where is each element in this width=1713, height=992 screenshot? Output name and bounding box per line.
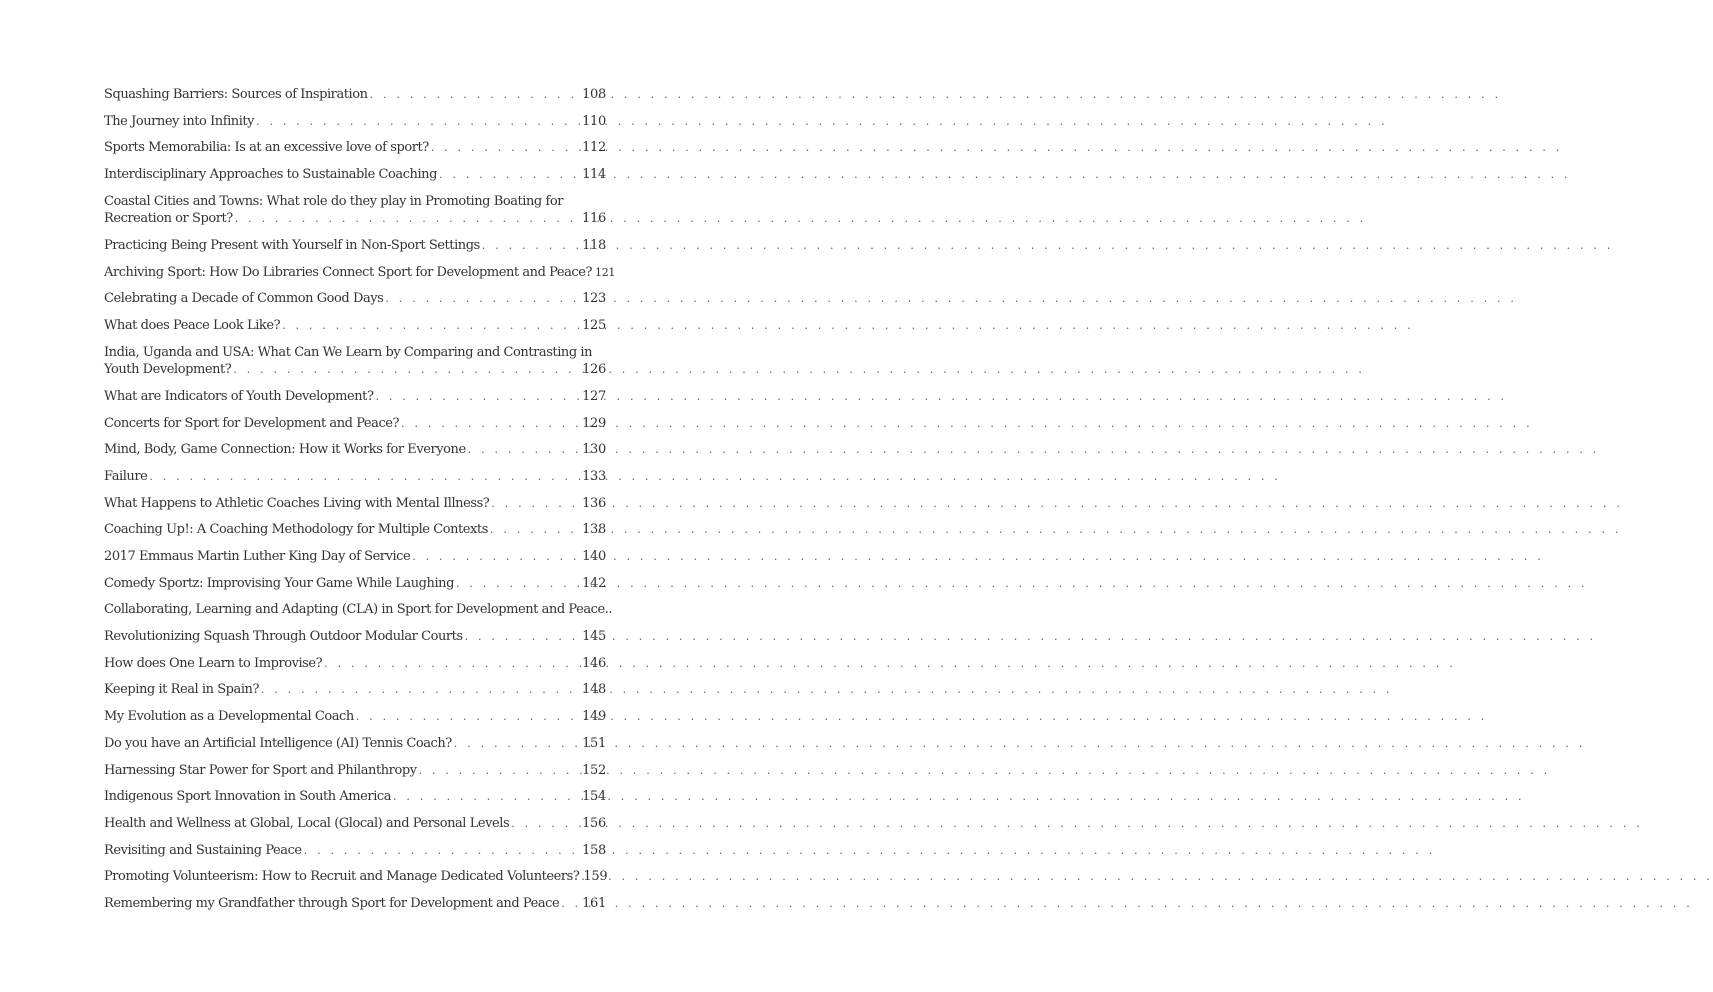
toc-entry-title: Health and Wellness at Global, Local (Glocal) and Personal Levels [104,815,510,831]
toc-leader-dots [454,735,580,753]
toc-entry-page: 126 [582,362,606,378]
toc-leader-dots [149,468,580,486]
toc-entry-title: Interdisciplinary Approaches to Sustainable Coaching [104,167,437,183]
toc-entry[interactable] [104,388,606,406]
toc-entry-page: 154 [582,789,606,805]
toc-entry-title: What Happens to Athletic Coaches Living with Mental Illness? [104,495,490,511]
toc-leader-dots [491,495,580,513]
toc-entry-title: Revisiting and Sustaining Peace [104,842,302,858]
toc-entry-title: Revolutionizing Squash Through Outdoor Modular Courts [104,629,463,645]
toc-entry-page: 112 [582,140,606,156]
toc-entry-title-line1: Coastal Cities and Towns: What role do they play in Promoting Boating for [104,193,563,209]
toc-entry-page: 151 [582,735,606,751]
toc-entry-title: Sports Memorabilia: Is at an excessive love of sport? [104,140,429,156]
toc-leader-dots [439,166,580,184]
toc-entry[interactable] [104,264,616,282]
toc-leader-dots [511,815,580,833]
toc-leader-dots [412,548,580,566]
toc-entry-title: Concerts for Sport for Development and Peace? [104,415,400,431]
toc-leader-dots [401,415,580,433]
toc-entry-page: 142 [582,575,606,591]
toc-entry[interactable] [104,317,606,335]
toc-entry[interactable] [104,441,606,459]
toc-entry-title: Archiving Sport: How Do Libraries Connect Sport for Development and Peace? [104,264,592,280]
toc-entry-page: 152 [582,762,606,778]
toc-entry-title: Squashing Barriers: Sources of Inspiration [104,87,368,102]
toc-entry-title: Harnessing Star Power for Sport and Philanthropy [104,762,417,778]
toc-entry-title-line1: India, Uganda and USA: What Can We Learn by Comparing and Contrasting in [104,344,593,360]
toc-entry-title: The Journey into Infinity [104,113,255,129]
toc-entry-page: 129 [582,415,606,431]
toc-leader-dots [465,628,580,646]
toc-entry[interactable] [104,166,606,184]
toc-entry-title: Celebrating a Decade of Common Good Days [104,291,384,307]
toc-entry-title: Do you have an Artificial Intelligence (AI) Tennis Coach? [104,735,452,751]
toc-entry-title-line2: Recreation or Sport? [104,211,233,227]
toc-entry[interactable] [104,468,606,486]
toc-leader-dots [282,317,580,335]
toc-entry[interactable] [104,113,606,131]
toc-leader-dots [490,521,580,539]
toc-entry-title: Collaborating, Learning and Adapting (CLA) in Sport for Development and Peace.. [104,602,613,618]
toc-entry-title: What are Indicators of Youth Development? [104,388,374,404]
toc-entry-page: 159 [583,869,608,885]
toc-leader-dots [375,388,580,406]
toc-entry-page: 149 [582,709,606,725]
toc-entry-page: 125 [582,318,606,333]
toc-leader-dots [256,113,580,131]
toc-leader-dots [456,575,580,593]
toc-leader-dots [235,210,580,228]
toc-leader-dots [385,290,580,308]
toc-entry-title: Failure [104,468,148,484]
toc-entry[interactable] [104,415,606,433]
toc-entry-page: 136 [582,495,606,511]
toc-entry-page: 121 [595,265,616,279]
toc-entry-title: Remembering my Grandfather through Sport for Development and Peace [104,895,560,911]
toc-leader-dots [561,895,580,913]
toc-entry-page: 146 [582,655,606,671]
toc-entry[interactable] [104,344,606,379]
toc-entry-page: 145 [582,629,606,645]
toc-leader-dots [304,842,580,860]
toc-entry-title: Practicing Being Present with Yourself in Non-Sport Settings [104,237,480,253]
toc-entry-title: Comedy Sportz: Improvising Your Game While Laughing [104,575,454,591]
toc-entry-page: 138 [582,522,606,538]
toc-entry-title: Mind, Body, Game Connection: How it Works for Everyone [104,442,466,458]
toc-entry[interactable] [104,601,613,619]
toc-entry-page: 130 [582,442,606,458]
toc-entry[interactable] [104,521,606,539]
toc-entry-page: 110 [582,113,606,129]
toc-entry-page: 158 [582,842,606,858]
toc-leader-dots [431,139,580,157]
toc-entry-title: My Evolution as a Developmental Coach [104,709,354,725]
toc-entry-page: 118 [582,237,606,253]
toc-entry-title: Indigenous Sport Innovation in South America [104,789,392,805]
toc-entry-page: 108 [582,87,606,102]
toc-leader-dots [482,237,580,255]
toc-entry-page: 161 [582,895,606,911]
table-of-contents [104,86,616,922]
toc-entry[interactable] [104,762,606,780]
toc-entry[interactable] [104,495,606,513]
toc-leader-dots [233,361,580,379]
toc-entry-title: 2017 Emmaus Martin Luther King Day of Service [104,549,411,564]
toc-leader-dots [261,681,580,699]
toc-entry-title: What does Peace Look Like? [104,318,281,333]
toc-entry-page: 133 [582,468,606,484]
toc-entry-page: 114 [582,167,606,183]
toc-entry[interactable] [104,655,606,673]
toc-entry[interactable] [104,842,606,860]
toc-entry[interactable] [104,708,606,726]
toc-entry-title: Promoting Volunteerism: How to Recruit and Manage Dedicated Volunteers? [104,869,580,885]
toc-leader-dots [393,788,580,806]
toc-leader-dots [356,708,580,726]
toc-entry[interactable] [104,237,606,255]
toc-entry[interactable] [104,788,606,806]
toc-entry-page: 123 [582,291,606,307]
toc-entry-page: 140 [582,549,606,564]
toc-leader-dots [419,762,580,780]
toc-leader-dots [468,441,580,459]
toc-entry-title: Keeping it Real in Spain? [104,682,259,698]
toc-entry[interactable] [104,193,606,228]
toc-entry-page: 127 [582,388,606,404]
toc-entry[interactable] [104,735,606,753]
toc-entry[interactable] [104,548,606,566]
toc-entry-page: 116 [582,211,606,227]
toc-entry[interactable] [104,139,606,157]
toc-entry-page: 156 [582,815,606,831]
toc-entry[interactable] [104,681,606,699]
toc-entry-page: 148 [582,682,606,698]
toc-entry[interactable] [104,815,606,833]
toc-entry[interactable] [104,895,606,913]
toc-leader-dots [370,86,581,104]
toc-entry[interactable] [104,86,606,104]
toc-entry-title: Coaching Up!: A Coaching Methodology for Multiple Contexts [104,522,488,538]
toc-entry[interactable] [104,290,606,308]
toc-entry[interactable] [104,628,606,646]
toc-entry[interactable] [104,868,606,886]
toc-leader-dots [324,655,580,673]
toc-entry-title-line2: Youth Development? [104,362,232,378]
toc-entry[interactable] [104,575,606,593]
toc-entry-title: How does One Learn to Improvise? [104,655,323,671]
